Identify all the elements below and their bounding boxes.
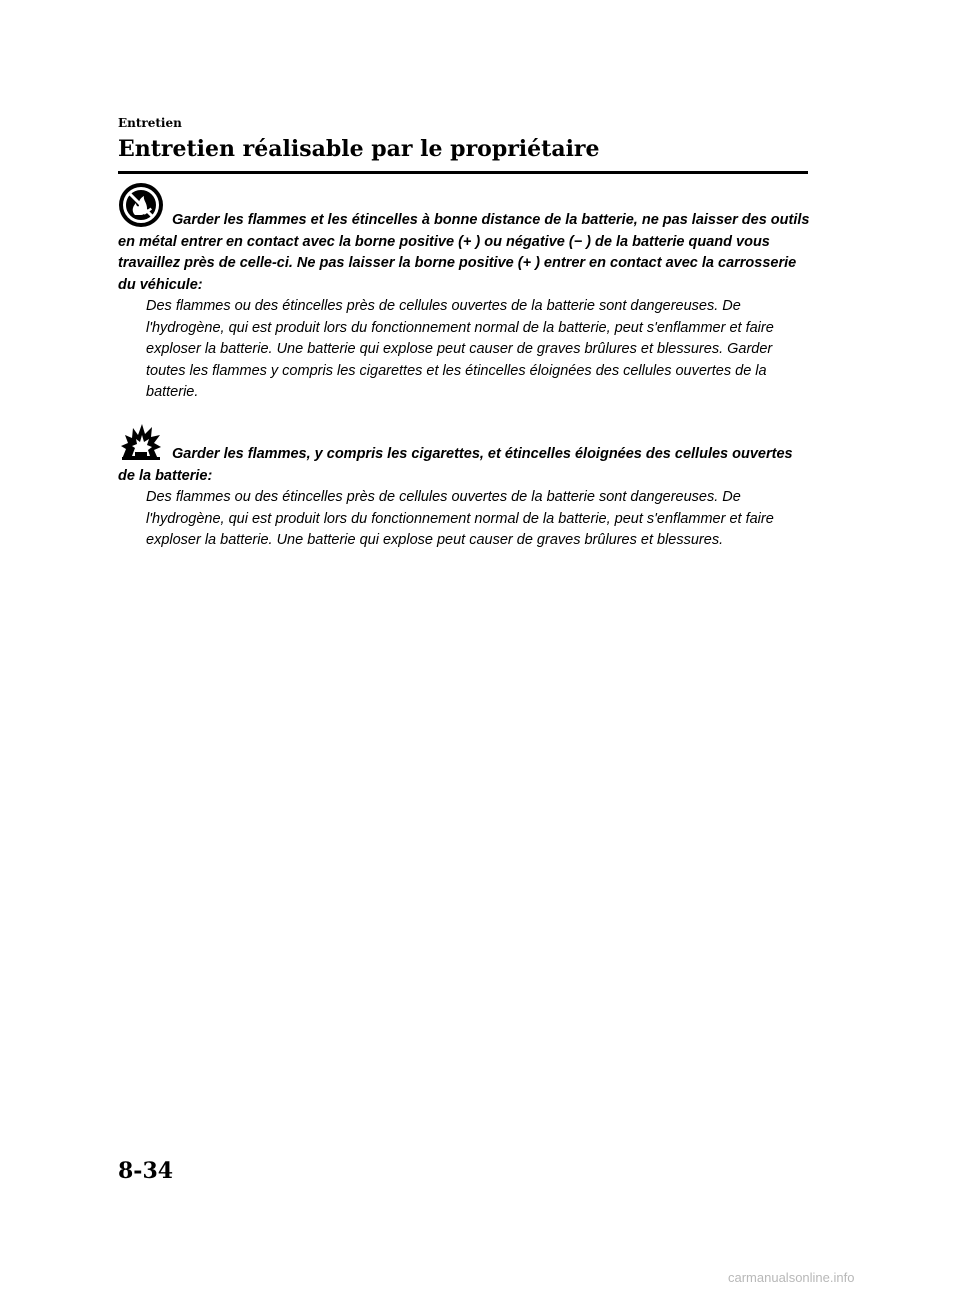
explosion-icon	[118, 416, 164, 462]
no-flame-icon	[118, 182, 164, 228]
page-number: 8-34	[118, 1158, 174, 1184]
warning-heading: Garder les flammes, y compris les cigarettes, et étincelles éloignées des cellules ouvertes de la batterie:	[118, 446, 793, 484]
section-label: Entretien	[118, 116, 182, 130]
warning-body: Des flammes ou des étincelles près de cellules ouvertes de la batterie sont dangereuses. De l'hydrogène, qui est produit lors du fonctionnement normal de la batterie, peut s'enflammer et faire exploser la batterie. Une batterie qui explose peut causer de graves brûlures et blessures. Garder toutes les flammes y compris les cigarettes et les étincelles éloignées des cellules ouvertes de la batterie.	[146, 298, 774, 400]
warning-body: Des flammes ou des étincelles près de cellules ouvertes de la batterie sont dangereuses. De l'hydrogène, qui est produit lors du fonctionnement normal de la batterie, peut s'enflammer et faire exploser la batterie. Une batterie qui explose peut causer de graves brûlures et blessures.	[146, 489, 774, 548]
watermark: carmanualsonline.info	[728, 1270, 855, 1285]
page-title: Entretien réalisable par le propriétaire	[118, 136, 600, 162]
warning-block-explosion	[118, 416, 810, 552]
title-rule	[118, 171, 808, 174]
warning-block-no-flame	[118, 182, 810, 404]
warning-heading: Garder les flammes et les étincelles à bonne distance de la batterie, ne pas laisser des outils en métal entrer en contact avec la borne positive (+ ) ou négative (− ) de la batterie quand vous travaillez près de celle-ci. Ne pas laisser la borne positive (+ ) entrer en contact avec la carrosserie du véhicule:	[118, 212, 810, 293]
